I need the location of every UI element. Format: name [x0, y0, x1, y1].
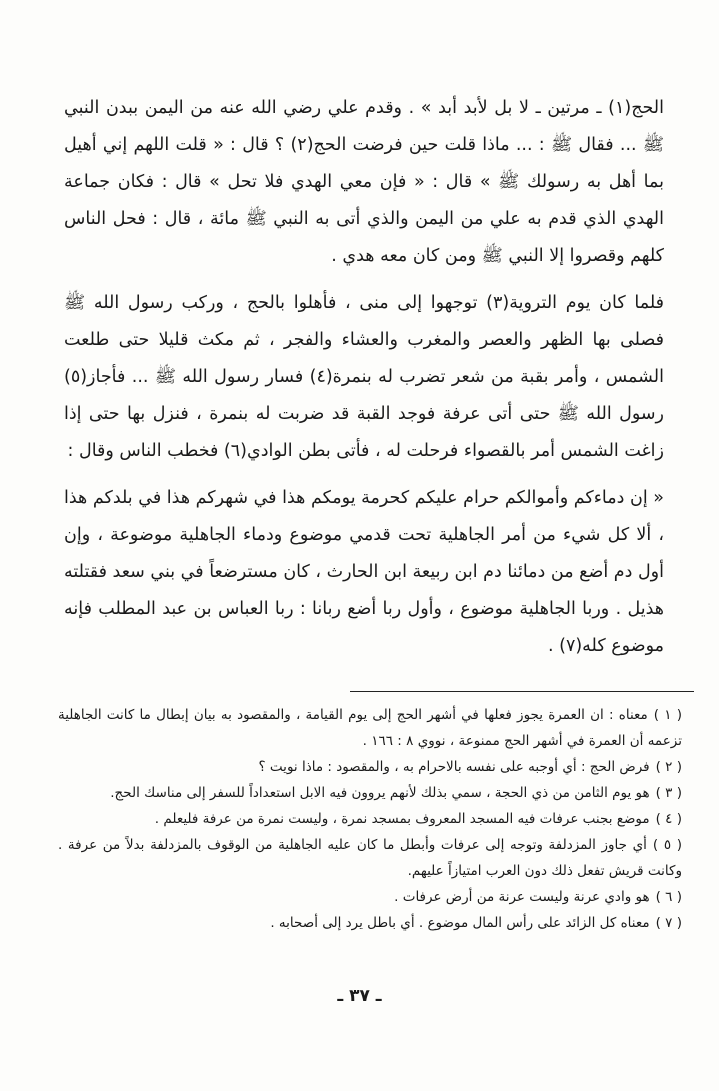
footnote-7 — [58, 910, 682, 936]
paragraph-hajj-intro: الحج(١) ـ مرتين ـ لا بل لأبد أبد » . وقدم علي رضي الله عنه من اليمن ببدن النبي ﷺ ... فقال ﷺ : ... ماذا قلت حين فرضت الحج(٢) ؟ قال : « قلت اللهم إني أهيل بما أهل به رسولك ﷺ » قال : « فإن معي الهدي فلا تحل » قال : فكان جماعة الهدي الذي قدم به علي من اليمن والذي أتى به النبي ﷺ مائة ، قال : فحل الناس كلهم وقصروا إلا النبي ﷺ ومن كان معه هدي . — [64, 98, 665, 266]
paragraph-tarwiyah-day: فلما كان يوم التروية(٣) توجهوا إلى منى ، فأهلوا بالحج ، وركب رسول الله ﷺ فصلى بها الظهر والعصر والمغرب والعشاء والفجر ، ثم مكث قليلا حتى طلعت الشمس ، وأمر بقبة من شعر تضرب له بنمرة(٤) فسار رسول الله ﷺ ... فأجاز(٥) رسول الله ﷺ حتى أتى عرفة فوجد القبة قد ضربت له بنمرة ، فنزل بها حتى إذا زاغت الشمس أمر بالقصواء فرحلت له ، فأتى بطن الوادي(٦) فخطب الناس وقال : — [64, 293, 664, 461]
footnote-2 — [58, 754, 682, 780]
footnote-number: ( ٦ ) — [655, 889, 682, 905]
footnote-number: ( ٢ ) — [655, 759, 682, 775]
footnote-number: ( ٣ ) — [655, 785, 682, 801]
page-number: ـ ٣٧ ـ — [337, 986, 382, 1006]
footnote-text: هو يوم الثامن من ذي الحجة ، سمي بذلك لأنهم يروون فيه الابل استعداداً للسفر إلى مناسك الحج. — [110, 785, 650, 801]
footnote-text: أي جاوز المزدلفة وتوجه إلى عرفات وأبطل ما كان عليه الجاهلية من الوقوف بالمزدلفة بدلاً من عرفة . وكانت قريش تفعل ذلك دون العرب امتيازاً عليهم. — [58, 837, 682, 879]
footnote-number: ( ٥ ) — [652, 837, 682, 853]
footnote-number: ( ١ ) — [653, 707, 683, 723]
footnote-text: هو وادي عرنة وليست عرنة من أرض عرفات . — [394, 889, 650, 905]
footnotes — [58, 702, 682, 936]
footnote-number: ( ٧ ) — [655, 915, 682, 931]
footnote-number: ( ٤ ) — [655, 811, 682, 827]
footnote-3 — [58, 780, 682, 806]
footnote-5 — [58, 832, 682, 884]
footnote-1 — [58, 702, 682, 754]
footnote-text: معناه كل الزائد على رأس المال موضوع . أي باطل يرد إلى أصحابه . — [270, 915, 650, 931]
footnote-divider — [350, 691, 694, 692]
paragraph-farewell-sermon: « إن دماءكم وأموالكم حرام عليكم كحرمة يومكم هذا في شهركم هذا في بلدكم هذا ، ألا كل شيء من أمر الجاهلية تحت قدمي موضوع ودماء الجاهلية موضوعة ، وإن أول دم أضع من دمائنا دم ابن ربيعة ابن الحارث ، كان مسترضعاً في بني سعد فقتلته هذيل . وربا الجاهلية موضوع ، وأول ربا أضع ربانا : ربا العباس بن عبد المطلب فإنه موضوع كله(٧) . — [64, 488, 664, 656]
footnote-6 — [58, 884, 682, 910]
footnote-text: معناه : ان العمرة يجوز فعلها في أشهر الحج إلى يوم القيامة ، والمقصود به بيان إبطال ما كانت الجاهلية تزعمه أن العمرة في أشهر الحج ممنوعة ، نووي ٨ : ١٦٦ . — [58, 707, 682, 749]
footnote-4 — [58, 806, 682, 832]
footnote-text: موضع بجنب عرفات فيه المسجد المعروف بمسجد نمرة ، وليست نمرة من عرفة فليعلم . — [154, 811, 650, 827]
footnote-text: فرض الحج : أي أوجبه على نفسه بالاحرام به ، والمقصود : ماذا نويت ؟ — [258, 759, 650, 775]
